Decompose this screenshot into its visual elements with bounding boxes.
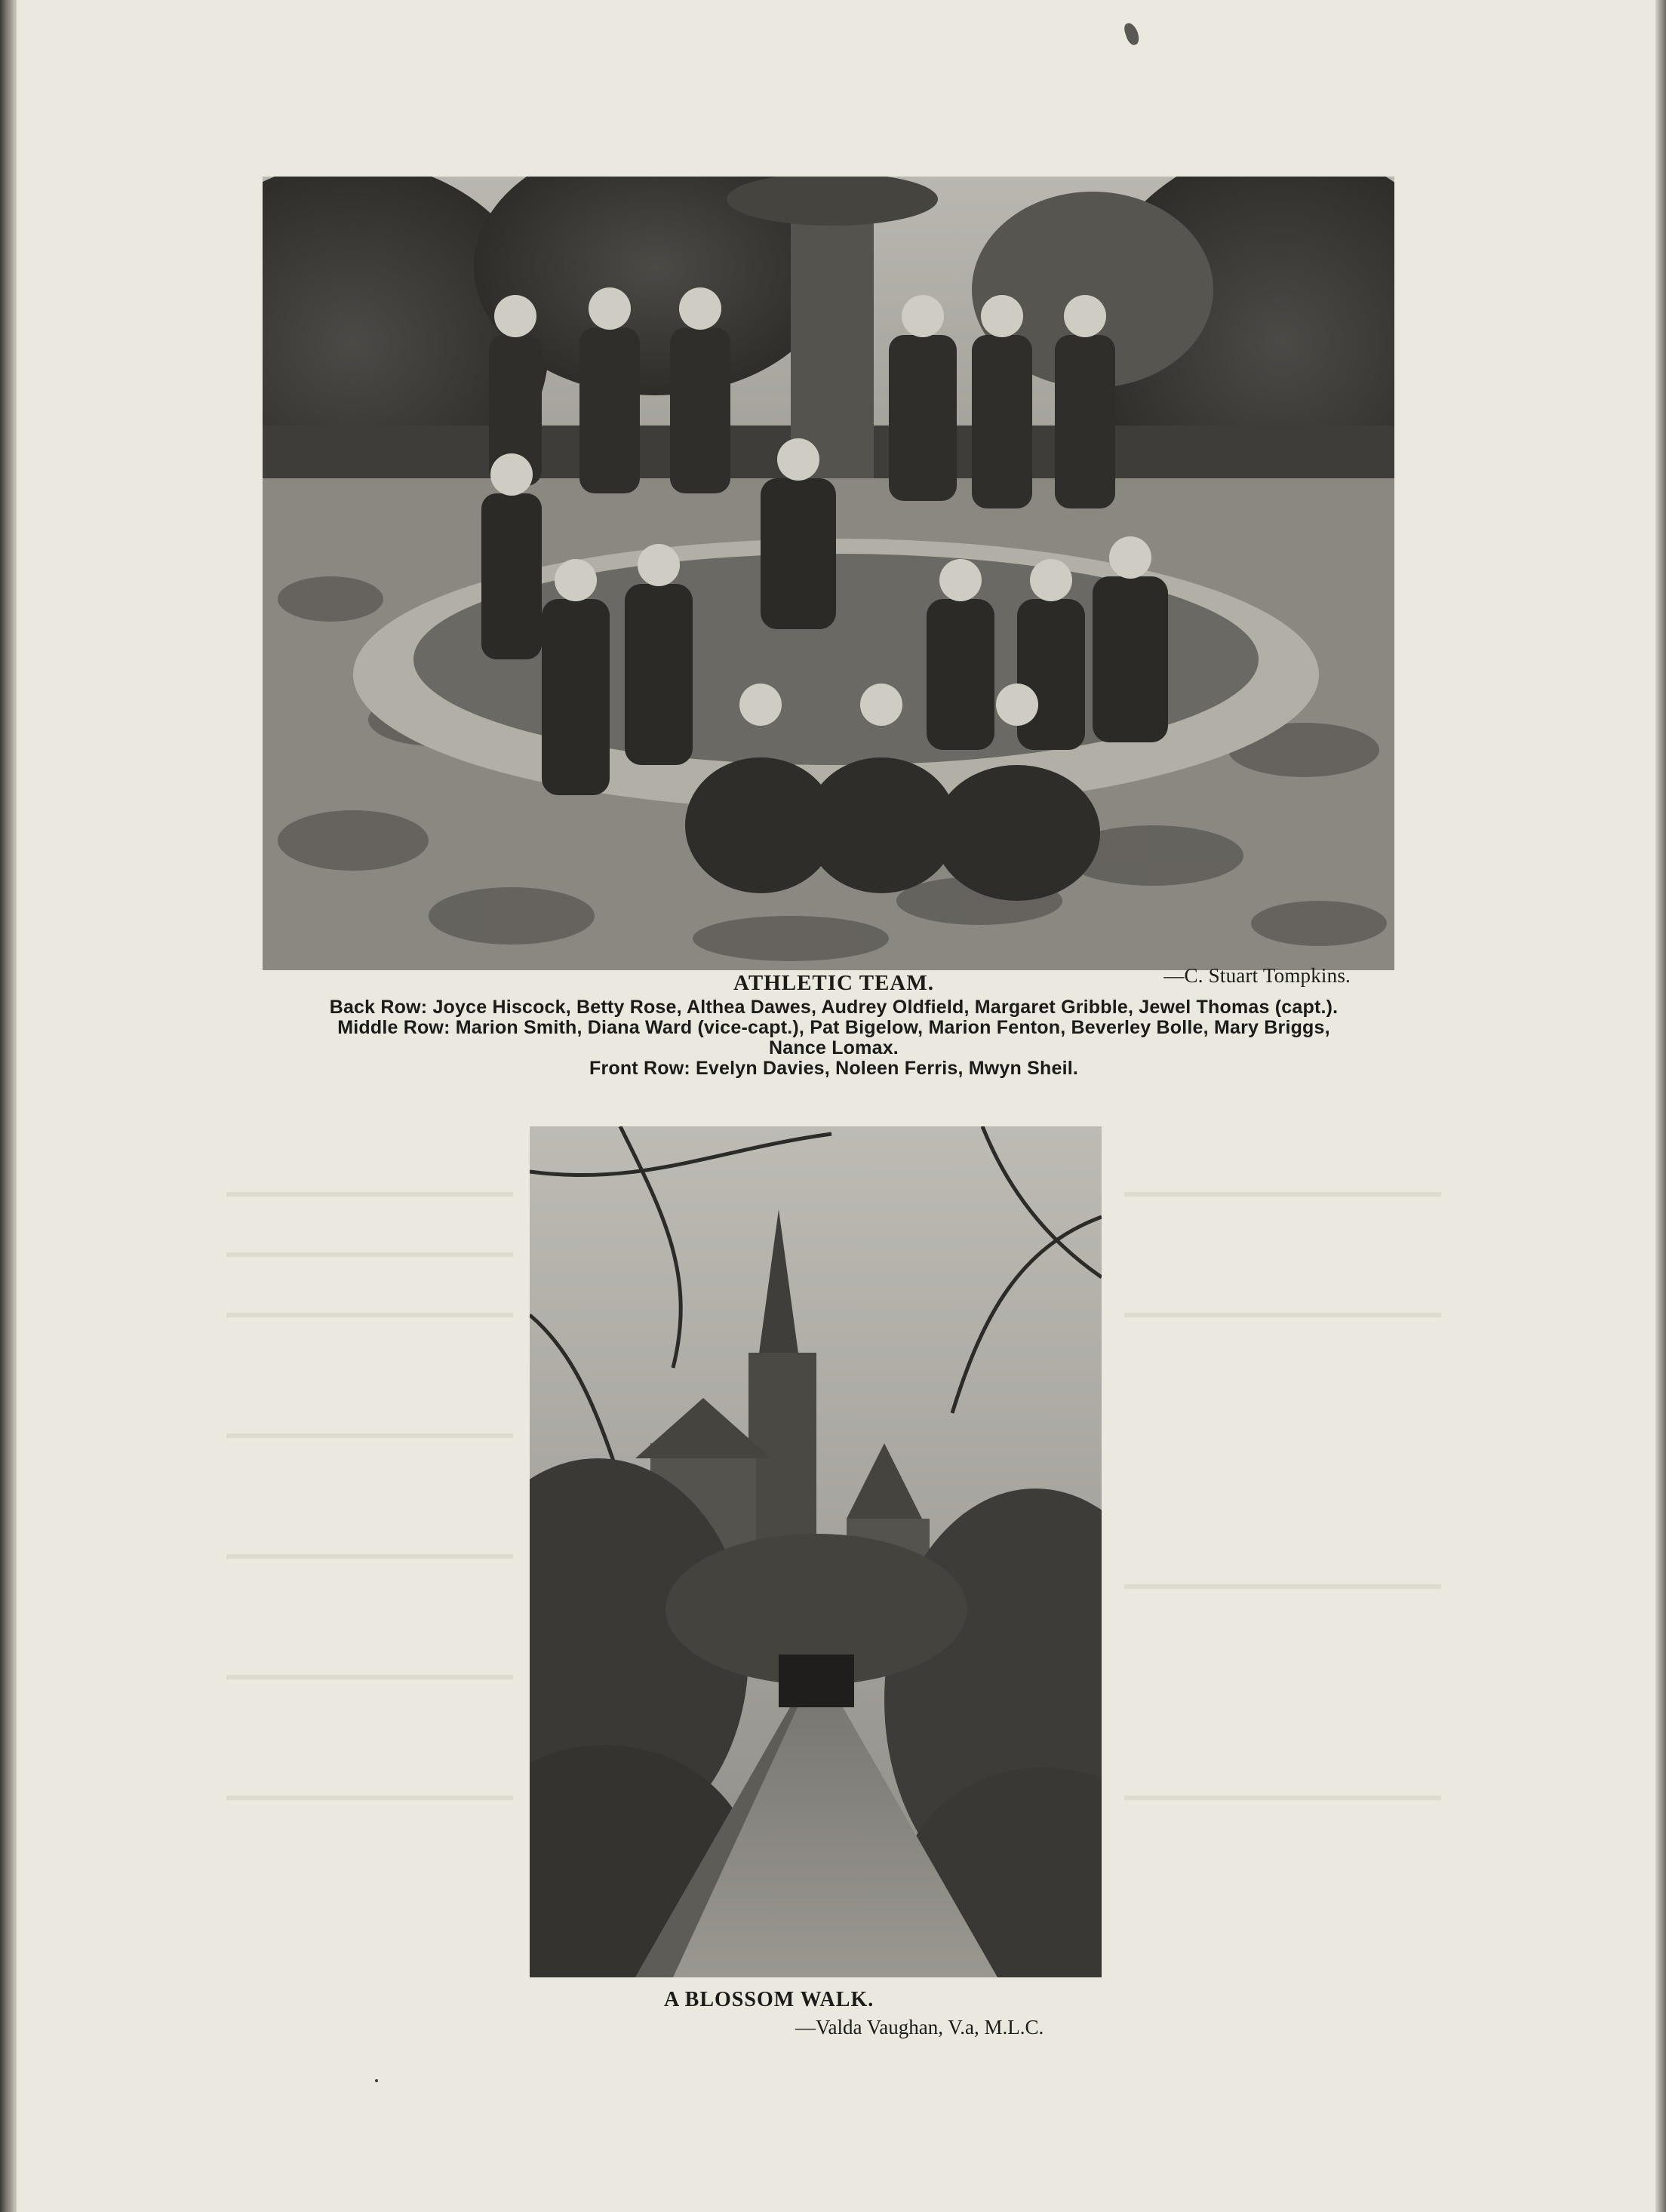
- middle-row-names-continued: Nance Lomax.: [769, 1037, 899, 1058]
- page-speck: [375, 2079, 378, 2082]
- blossom-walk-photo: [530, 1126, 1102, 1977]
- athletic-team-caption: [226, 964, 1441, 1079]
- front-row-names: Front Row: Evelyn Davies, Noleen Ferris, Mwyn Sheil.: [589, 1058, 1079, 1079]
- page-binding-edge: [0, 0, 17, 2212]
- blossom-walk-title: A BLOSSOM WALK.: [664, 1988, 874, 2011]
- back-row-names: Back Row: Joyce Hiscock, Betty Rose, Althea Dawes, Audrey Oldfield, Margaret Gribble, Jewel Thomas (capt.).: [329, 997, 1339, 1018]
- middle-row-names: Middle Row: Marion Smith, Diana Ward (vice-capt.), Pat Bigelow, Marion Fenton, Beverley Bolle, Mary Briggs,: [337, 1017, 1330, 1038]
- page-right-edge: [1655, 0, 1666, 2212]
- athletic-team-photo: [263, 177, 1394, 970]
- ink-stain: [1123, 21, 1141, 46]
- blossom-walk-credit: —Valda Vaughan, V.a, M.L.C.: [795, 2016, 1044, 2038]
- athletic-team-title: ATHLETIC TEAM.: [733, 971, 934, 995]
- athletic-team-credit: —C. Stuart Tompkins.: [1163, 964, 1351, 987]
- caption-title-line: [226, 964, 1441, 997]
